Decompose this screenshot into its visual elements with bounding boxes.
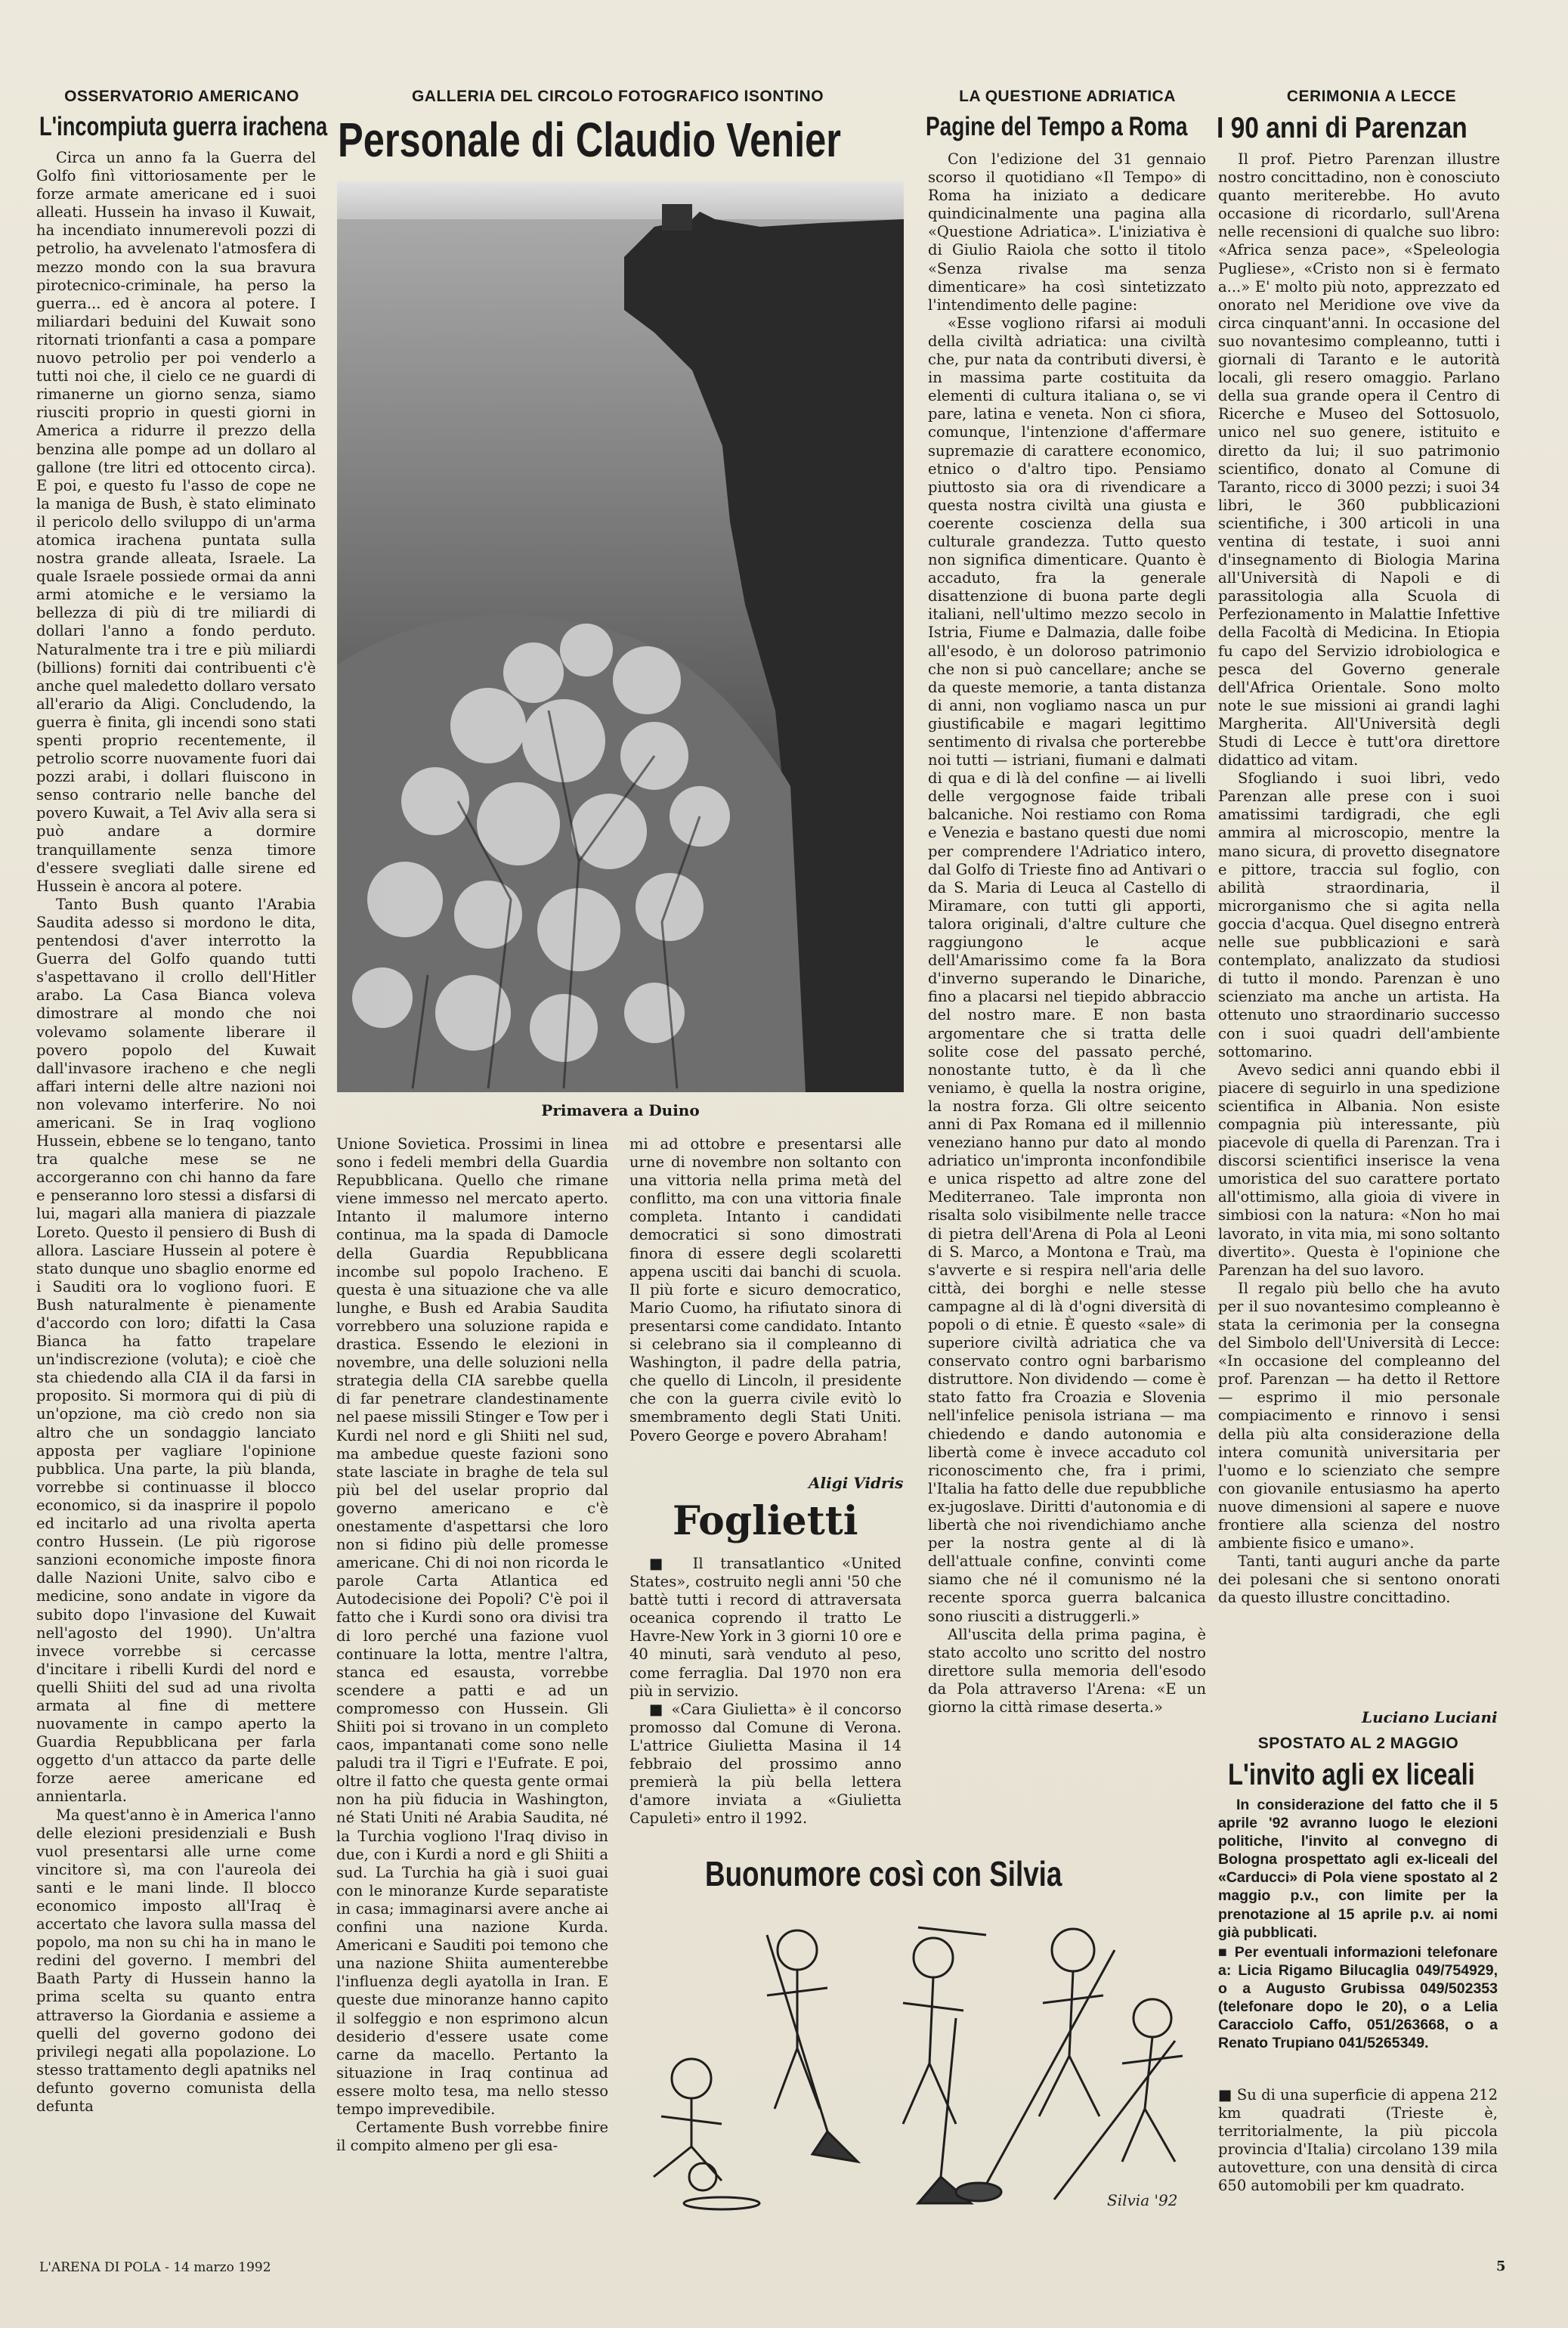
col1-paragraph: Ma quest'anno è in America l'anno delle elezioni presidenziali e Bush vuol presentarsi alle urne come vincitore sì, ma con l'aureola dei santi e le mani linde. Il blocco economico imposto all'Iraq è accertato che lavora sulla massa del popolo, ma non su chi ha in mano le redini del governo. I membri del Baath Party di Hussein hanno la prima scelta su quanto entra attraverso la Giordania e assieme a quelli del governo godono dei privilegi negati alla popolazione. Lo stesso trattamento degli apatniks nel defunto governo comunista della defunta (36, 1806, 316, 2116)
col3-signature: Aligi Vidris (809, 1474, 904, 1492)
col1-paragraph: Circa un anno fa la Guerra del Golfo finì vittoriosamente per le forze armate americane ed i suoi alleati. Hussein ha invaso il Kuwait, ha incendiato innumerevoli pozzi di petrolio, ha avvelenato l'atmosfera di mezzo mondo con la sua bravura pirotecnico-criminale, ha perso la guerra... ed è ancora al potere. I miliardari beduini del Kuwait sono ritornati trionfanti a casa a pompare nuovo petrolio per poi venderlo a tutti noi che, il cielo ce ne guardi di rimanerne un giorno senza, siamo riusciti proprio in questi giorni in America a ridurre il prezzo della benzina alle pompe ad un dollaro al gallone (tre litri ed ottocento circa). E poi, e questo fu l'asso de cope ne la maniga de Bush, è stato eliminato il pericolo dello sviluppo di un'arma atomica irachena puntata sulla nostra grande alleata, Israele. La quale Israele possiede ormai da anni armi atomiche e le versiamo la bellezza di più di tre miliardi di dollari l'anno a fondo perduto. Naturalmente tra i tre e più miliardi (billions) forniti dai contribuenti c'è anche quel maledetto dollaro versato all'erario da Aligi. Concludendo, la guerra è finita, gli incendi sono stati spenti proprio recentemente, il petrolio scorre nuovamente fuori dai pozzi arabi, i dollari fluiscono in senso contrario nelle banche del povero Kuwait, a Tel Aviv alla sera si può andare a dormire tranquillamente senza timore d'essere svegliati dalle sirene ed Hussein è ancora al potere. (36, 149, 316, 895)
col5-paragraph: Tanti, tanti auguri anche da parte dei polesani che si sentono onorati da questo illustre concittadino. (1218, 1553, 1500, 1607)
col2-article (336, 1135, 608, 2227)
gallery-photo (337, 181, 904, 1092)
cartoon-signature: Silvia '92 (1107, 2191, 1178, 2209)
col5-article (1218, 150, 1500, 1707)
gallery-headline: Personale di Claudio Venier (338, 113, 841, 167)
col5-headline: I 90 anni di Parenzan (1217, 112, 1467, 144)
footer-masthead: L'ARENA DI POLA - 14 marzo 1992 (39, 2260, 271, 2275)
col5-paragraph: Il prof. Pietro Parenzan illustre nostro concittadino, non è conosciuto quanto meriterebbe. Ho avuto occasione di ricordarlo, sull'Arena nelle recensioni di qualche suo libro: «Africa senza pace», «Speleologia Pugliese», «Cristo non si è fermato a...» E' molto più noto, apprezzato ed onorato nel Meridione ove vive da circa cinquant'anni. In occasione del suo novantesimo compleanno, tutti i giornali di Taranto e le autorità locali, gli resero omaggio. Parlano della sua grande opera il Centro di Ricerche e Museo del Sottosuolo, unico nel suo genere, istituito e diretto da lui; il suo patrimonio scientifico, donato al Comune di Taranto, ricco di 3000 pezzi; i suoi 34 libri, le 360 pubblicazioni scientifiche, i 300 articoli in una ventina di testate, i suoi anni d'insegnamento di Biologia Marina all'Università di Napoli e di parassitologia alla Scuola di Perfezionamento in Malattie Infettive della Facoltà di Medicina. In Etiopia fu capo del Servizio idrobiologica e pesca del Governo generale dell'Africa Orientale. Sono molto note le sue missioni ai grandi laghi Margherita. All'Università degli Studi di Lecce è tutt'ora direttore didattico ad vitam. (1218, 150, 1500, 769)
foglietti-item: ■ «Cara Giulietta» è il concorso promosso dal Comune di Verona. L'attrice Giulietta Masina il 14 febbraio del prossimo anno premierà la più bella lettera d'amore inviata a «Giulietta Capuleti» entro il 1992. (629, 1701, 902, 1828)
col5-paragraph: Sfogliando i suoi libri, vedo Parenzan alle prese con i suoi amatissimi tardigradi, che egli ammira al microscopio, mentre la mano sicura, di provetto disegnatore e pittore, traccia sul foglio, con abilità straordinaria, il microrganismo che si agita nella goccia d'acqua. Quel disegno entrerà nelle sue pubblicazioni e sarà contemplato, analizzato da studiosi di tutto il mondo. Parenzan è uno scienziato ma anche un artista. Ha ottenuto uno straordinario successo con i suoi quadri dell'ambiente sottomarino. (1218, 769, 1500, 1060)
invito-trailing (1218, 2086, 1498, 2222)
col1-paragraph: Tanto Bush quanto l'Arabia Saudita adesso si mordono le dita, pentendosi d'aver interrotto la Guerra del Golfo quando tutti s'aspettavano il crollo dell'Hitler arabo. La Casa Bianca voleva dimostrare al mondo che noi volevamo solamente liberare il povero popolo del Kuwait dall'invasore iracheno e che negli affari interni delle altre nazioni noi non volevamo interferire. No noi americani. Se in Iraq vogliono Hussein, ebbene se lo tengano, tanto tra qualche mese se ne accorgeranno con chi hanno da fare e penseranno loro stessi a disfarsi di lui, magari alla maniera di piazzale Loreto. Questo il pensiero di Bush di allora. Lasciare Hussein al potere è stato dunque uno sbaglio enorme ed i Sauditi ora lo vogliono fuori. E Bush naturalmente è pienamente d'accordo con loro; difatti la Casa Bianca ha fatto trapelare un'indiscrezione (voluta); e cioè che sta chiedendo alla CIA il da farsi in proposito. Si mormora qui di più di un'opzione, ma ciò credo non sia altro che un sondaggio lanciato apposta per vagliare l'opinione pubblica. Una parte, la più blanda, vorrebbe si continuasse il blocco economico, si da inasprire il popolo ed incitarlo ad una rivolta aperta contro Hussein. (Le più rigorose sanzioni economiche imposte finora dalle Nazioni Unite, salvo cibo e medicine, sono andate in vigore da subito dopo l'invasione del Kuwait nell'agosto del 1990). Un'altra invece vorrebbe si cercasse d'incitare i ribelli Kurdi del nord e quelli Shiiti del sud ad una rivolta armata al fine di mettere nuovamente in campo aperto la Guardia Repubblicana per farla oggetto d'un attacco da parte delle forze aeree americane ed annientarla. (36, 895, 316, 1806)
col4-paragraph: All'uscita della prima pagina, è stato accolto uno scritto del nostro direttore sulla memoria dell'esodo da Pola attraverso l'Arena: «E un giorno la città rimase deserta.» (928, 1625, 1206, 1716)
col1-kicker: OSSERVATORIO AMERICANO (64, 88, 299, 105)
duino-coast-photo (337, 181, 904, 1092)
col4-kicker: LA QUESTIONE ADRIATICA (959, 88, 1176, 105)
sweeping-children-cartoon (631, 1905, 1205, 2215)
foglietti-headline: Foglietti (673, 1498, 858, 1544)
gallery-caption: Primavera a Duino (541, 1101, 700, 1119)
col5-paragraph: Avevo sedici anni quando ebbi il piacere di seguirlo in una spedizione scientifica in Albania. Non esiste compagnia più interessante, più piacevole di quella di Parenzan. Tra i discorsi scientifici inserisce la vena umoristica del suo carattere portato all'ottimismo, alla gioia di vivere in simbiosi con la natura: «Non ho mai lavorato, in vita mia, mi sono soltanto divertito». Questa è l'opinione che Parenzan ha del suo lavoro. (1218, 1060, 1500, 1279)
col4-paragraph: «Esse vogliono rifarsi ai moduli della civiltà adriatica: una civiltà che, pur nata da contributi diversi, è in massima parte costituita da elementi di cultura italiana o, se vi pare, latina e veneta. Non ci sfiora, comunque, l'intenzione d'affermare supremazie di carattere economico, etnico o d'altro tipo. Pensiamo piuttosto sia ora di rivendicare a questa nostra civiltà una giusta e coerente coscienza della sua culturale grandezza. Tutto questo non significa dimenticare. Quanto è accaduto, fra la generale disattenzione di buona parte degli italiani, nell'ultimo mezzo secolo in Istria, Fiume e Dalmazia, dalle foibe all'esodo, è un doloroso patrimonio che non si può cancellare; anche se da queste memorie, a tanta distanza di anni, non vogliamo nasca un pur giustificabile e magari legittimo sentimento di rivalsa che porterebbe noi tutti — istriani, fiumani e dalmati di qua e di là del confine — ai livelli delle vergognose faide tribali balcaniche. Noi restiamo con Roma e Venezia e bastano questi due nomi per comprendere l'Adriatico intero, dal Golfo di Trieste fino ad Antivari o da S. Maria di Leuca al Castello di Miramare, con tutti gli apporti, talora originali, d'altre culture che raggiungono le acque dell'Amarissimo come fa la Bora d'inverno superando le Dinariche, fino a placarsi nel tiepido abbraccio del nostro mare. E non basta argomentare che si tratta delle solite cose del passato perché, nonostante tutto, è da lì che veniamo, è quella la nostra origine, la nostra forza. Gli oltre seicento anni di Pax Romana ed il millennio veneziano hanno pur dato al mondo adriatico un'impronta inconfondibile e unica rispetto ad altre zone del Mediterraneo. Tale impronta non risalta solo visibilmente nelle tracce di pietra dell'Arena di Pola al Leoni di S. Marco, a Montona e Traù, ma s'avverte e si respira nell'aria delle città, dei borghi e nelle stesse campagne al di là d'ogni diversità di popoli o di etnie. È questo «sale» di superiore civiltà adriatica che va conservato contro ogni barbarismo distruttore. Non dividendo — come è stato fatto fra Croazia e Slovenia nell'infelice penisola istriana — ma chiedendo e dando autonomia e libertà come è invece accaduto col riconoscimento che, fra i primi, l'Italia ha fatto delle due repubbliche ex-jugoslave. Diritti d'autonomia e di libertà che noi rivendichiamo anche per la nostra gente al di là dell'attuale confine, convinti come siamo che né il comunismo né la recente sporca guerra balcanica sono riusciti a distruggerli.» (928, 314, 1206, 1625)
col5-paragraph: Il regalo più bello che ha avuto per il suo novantesimo compleanno è stata la cerimonia per la consegna del Simbolo dell'Università di Lecce: «In occasione del compleanno del prof. Parenzan — ha detto il Rettore — esprimo il mio personale compiacimento e rinnovo i sensi della più alta considerazione della intera comunità universitaria per l'uomo e lo scienziato che sempre con giovanile entusiasmo ha aperto nuove dimensioni al sapere e nuove frontiere alla scienza del nostro ambiente fisico e umano». (1218, 1279, 1500, 1553)
col3-article (629, 1135, 902, 1472)
gallery-kicker: GALLERIA DEL CIRCOLO FOTOGRAFICO ISONTINO (411, 88, 824, 105)
col5-signature: Luciano Luciani (1362, 1708, 1498, 1726)
invito-headline: L'invito agli ex liceali (1228, 1758, 1475, 1791)
col1-headline: L'incompiuta guerra irachena (39, 112, 328, 141)
col4-headline: Pagine del Tempo a Roma (926, 112, 1188, 141)
invito-paragraph: In considerazione del fatto che il 5 aprile '92 avranno luogo le elezioni politiche, l'invito al convegno di Bologna prospettato agli ex-liceali del «Carducci» di Pola viene spostato al 2 maggio p.v., con limite per la prenotazione al 15 aprile p.v. ai nomi già pubblicati. (1218, 1797, 1498, 1941)
col2-paragraph: Unione Sovietica. Prossimi in linea sono i fedeli membri della Guardia Repubblicana. Quello che rimane viene immesso nel mercato aperto. Intanto il malumore interno continua, ma la spada di Damocle della Guardia Repubblicana incombe sul popolo Iracheno. E questa è una situazione che va alle lunghe, e Bush ed Arabia Saudita vorrebbero una soluzione rapida e drastica. Essendo le elezioni in novembre, una delle soluzioni nella strategia della CIA sarebbe quella di far penetrare clandestinamente nel paese missili Stinger e Tow per i Kurdi nel nord e gli Shiiti nel sud, ma ambedue queste fazioni sono state lasciate in braghe de tela sul più bel del uselar proprio dal governo americano e c'è onestamente d'aspettarsi che loro non si fidino più delle promesse americane. Chi di noi non ricorda le parole Carta Atlantica ed Autodecisione dei Popoli? C'è poi il fatto che i Kurdi sono ora divisi tra di loro perché una fazione vuol continuare la lotta, mentre l'altra, stanca ed esausta, vorrebbe scendere a patti e ad un compromesso con Hussein. Gli Shiiti poi si trovano in un completo caos, impantanati come sono nelle paludi tra il Tigri e l'Eufrate. E poi, oltre il fatto che questa gente ormai non ha più fiducia in Washington, né Stati Uniti né Arabia Saudita, né la Turchia vogliono l'Iraq diviso in due, con i Kurdi a nord e gli Shiiti a sud. La Turchia ha già i suoi guai con le minoranze Kurde separatiste in casa; immaginarsi avere anche ai confini una nazione Kurda. Americani e Sauditi poi temono che una nazione Shiita aumenterebbe l'influenza degli ayatolla in Iran. E queste due minoranze hanno capito il solfeggio e non esprimono alcun desiderio d'essere usate come carne da macello. Pertanto la situazione in Iraq continua ad essere molto tesa, ma nello stesso tempo imprevedibile. (336, 1135, 608, 2118)
invito-trailing-text: ■ Su di una superficie di appena 212 km quadrati (Trieste è, territorialmente, la più piccola provincia d'Italia) circolano 139 mila autovetture, con una densità di circa 650 automobili per km quadrato. (1218, 2086, 1498, 2196)
invito-notice (1218, 1796, 1498, 2083)
silvia-headline: Buonumore così con Silvia (705, 1854, 1062, 1893)
invito-kicker: SPOSTATO AL 2 MAGGIO (1257, 1735, 1459, 1752)
foglietti-items (629, 1555, 902, 1842)
col3-paragraph: mi ad ottobre e presentarsi alle urne di novembre non soltanto con una vittoria nella prima metà del conflitto, ma con una vittoria finale completa. Intanto i candidati democratici si sono dimostrati finora di essere degli scolaretti appena usciti dai banchi di scuola. Il più forte e sicuro democratico, Mario Cuomo, ha rifiutato sinora di presentarsi come candidato. Intanto si celebrano sia il compleanno di Washington, il padre della patria, che quello di Lincoln, il presidente che con la guerra civile evitò lo smembramento degli Stati Uniti. Povero George e povero Abraham! (629, 1135, 902, 1444)
invito-paragraph: ■ Per eventuali informazioni telefonare a: Licia Rigamo Bilucaglia 049/754929, o a Augusto Grubissa 049/502353 (telefonare dopo le 20), o a Lelia Caracciolo Caffo, 051/263668, o a Renato Trupiano 041/5265349. (1218, 1943, 1498, 2053)
col4-paragraph: Con l'edizione del 31 gennaio scorso il quotidiano «Il Tempo» di Roma ha iniziato a dedicare quindicinalmente una pagina alla «Questione Adriatica». L'iniziativa è di Giulio Raiola che sotto il titolo «Senza rivalse ma senza dimenticare» ha così sintetizzato l'intendimento delle pagine: (928, 150, 1206, 314)
col1-article (36, 149, 316, 2229)
col2-paragraph: Certamente Bush vorrebbe finire il compito almeno per gli esa- (336, 2119, 608, 2155)
silvia-cartoon (631, 1905, 1205, 2215)
footer-page-number: 5 (1496, 2258, 1506, 2274)
foglietti-item: ■ Il transatlantico «United States», costruito negli anni '50 che battè tutti i record di attraversata oceanica coprendo il tratto Le Havre-New York in 3 giorni 10 ore e 40 minuti, sarà venduto al peso, come ferraglia. Dal 1970 non era più in servizio. (629, 1555, 902, 1701)
col5-kicker: CERIMONIA A LECCE (1286, 88, 1457, 105)
col4-article (928, 150, 1206, 1849)
